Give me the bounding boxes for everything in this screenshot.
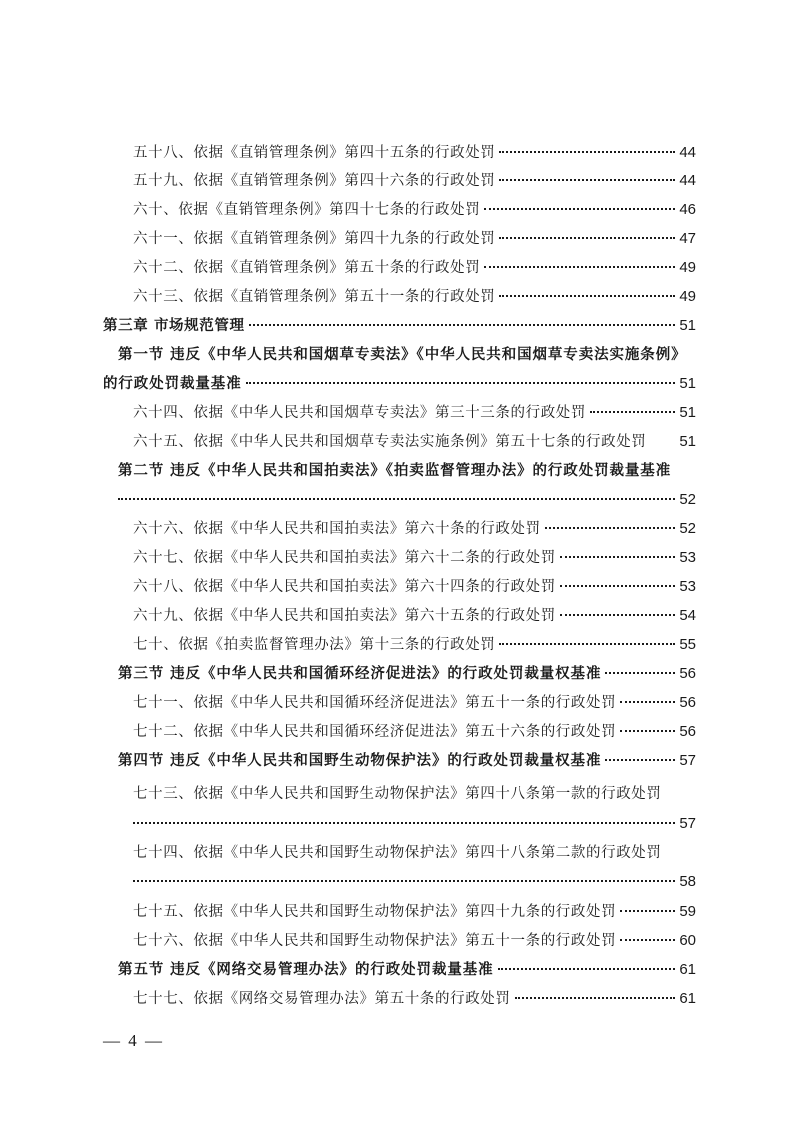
toc-page-number: 59 [679, 903, 696, 920]
toc-page-number: 49 [679, 259, 696, 276]
dot-leader [484, 208, 675, 210]
toc-entry-68[interactable] [133, 577, 696, 597]
toc-entry-label: 六十五、依据《中华人民共和国烟草专卖法实施条例》第五十七条的行政处罚 [133, 434, 647, 450]
toc-entry-label: 六十三、依据《直销管理条例》第五十一条的行政处罚 [133, 289, 496, 305]
toc-entry-74-line2[interactable] [133, 872, 696, 892]
toc-entry-65[interactable] [133, 432, 696, 452]
toc-entry-67[interactable] [133, 548, 696, 568]
dot-leader [620, 730, 675, 732]
toc-page-number: 51 [679, 433, 696, 450]
dot-leader [515, 997, 676, 999]
toc-chapter-label: 第三章 市场规范管理 [103, 318, 245, 334]
toc-entry-72[interactable] [133, 722, 696, 742]
dot-leader [560, 585, 676, 587]
toc-entry-66[interactable] [133, 519, 696, 539]
toc-section-5[interactable] [118, 960, 696, 980]
dot-leader [620, 910, 675, 912]
toc-section-3[interactable] [118, 664, 696, 684]
toc-entry-label: 五十八、依据《直销管理条例》第四十五条的行政处罚 [133, 145, 496, 161]
dot-leader [620, 701, 675, 703]
toc-entry-58[interactable] [133, 143, 696, 163]
dot-leader [499, 151, 675, 153]
dot-leader [605, 672, 675, 674]
dot-leader [605, 759, 675, 761]
toc-page-number: 57 [679, 815, 696, 832]
toc-chapter-3[interactable] [103, 316, 696, 336]
toc-entry-label: 七十二、依据《中华人民共和国循环经济促进法》第五十六条的行政处罚 [133, 724, 617, 740]
dot-leader [133, 880, 675, 882]
toc-entry-64[interactable] [133, 403, 696, 423]
toc-page-number: 46 [679, 201, 696, 218]
toc-page-number: 55 [679, 636, 696, 653]
toc-entry-label: 六十八、依据《中华人民共和国拍卖法》第六十四条的行政处罚 [133, 579, 556, 595]
toc-page-number: 61 [679, 961, 696, 978]
toc-section-label: 第三节 违反《中华人民共和国循环经济促进法》的行政处罚裁量权基准 [118, 665, 602, 682]
toc-page-number: 56 [679, 694, 696, 711]
toc-page-number: 53 [679, 549, 696, 566]
toc-section-2-title-line1[interactable] [118, 461, 696, 481]
toc-page-number: 52 [679, 491, 696, 508]
toc-entry-label: 七十一、依据《中华人民共和国循环经济促进法》第五十一条的行政处罚 [133, 695, 617, 711]
toc-entry-label: 七十三、依据《中华人民共和国野生动物保护法》第四十八条第一款的行政处罚 [133, 786, 662, 802]
toc-entry-63[interactable] [133, 287, 696, 307]
toc-page-number: 56 [679, 723, 696, 740]
toc-page-number: 51 [679, 375, 696, 392]
dot-leader [249, 324, 676, 326]
toc-section-label: 第四节 违反《中华人民共和国野生动物保护法》的行政处罚裁量权基准 [118, 752, 602, 769]
dot-leader [545, 527, 676, 529]
toc-entry-label: 七十四、依据《中华人民共和国野生动物保护法》第四十八条第二款的行政处罚 [133, 845, 662, 861]
toc-entry-label: 七十五、依据《中华人民共和国野生动物保护法》第四十九条的行政处罚 [133, 904, 617, 920]
toc-page-number: 44 [679, 172, 696, 189]
toc-entry-70[interactable] [133, 635, 696, 655]
toc-page-number: 44 [679, 144, 696, 161]
toc-page-number: 51 [679, 317, 696, 334]
toc-page-number: 58 [679, 873, 696, 890]
dot-leader [133, 822, 675, 824]
toc-entry-61[interactable] [133, 229, 696, 249]
dot-leader [499, 643, 675, 645]
toc-page-number: 47 [679, 230, 696, 247]
toc-section-label: 的行政处罚裁量基准 [103, 375, 242, 392]
toc-entry-76[interactable] [133, 931, 696, 951]
toc-entry-77[interactable] [133, 989, 696, 1009]
toc-entry-75[interactable] [133, 902, 696, 922]
toc-entry-label: 七十、依据《拍卖监督管理办法》第十三条的行政处罚 [133, 637, 496, 653]
toc-section-2-title-line2[interactable] [118, 490, 696, 510]
toc-entry-label: 五十九、依据《直销管理条例》第四十六条的行政处罚 [133, 173, 496, 189]
toc-entry-60[interactable] [133, 200, 696, 220]
dot-leader [484, 266, 675, 268]
toc-entry-74-line1[interactable] [133, 843, 696, 863]
toc-section-label: 第二节 违反《中华人民共和国拍卖法》《拍卖监督管理办法》的行政处罚裁量基准 [118, 462, 672, 479]
toc-page-number: 54 [679, 607, 696, 624]
toc-section-4[interactable] [118, 751, 696, 771]
toc-entry-label: 七十六、依据《中华人民共和国野生动物保护法》第五十一条的行政处罚 [133, 933, 617, 949]
toc-entry-59[interactable] [133, 171, 696, 191]
toc-page-number: 53 [679, 578, 696, 595]
toc-entry-label: 六十、依据《直销管理条例》第四十七条的行政处罚 [133, 202, 481, 218]
dot-leader [560, 614, 676, 616]
toc-page-number: 60 [679, 932, 696, 949]
toc-entry-62[interactable] [133, 258, 696, 278]
toc-section-label: 第五节 违反《网络交易管理办法》的行政处罚裁量基准 [118, 961, 494, 978]
toc-entry-73-line2[interactable] [133, 814, 696, 834]
toc-section-1-title-line2[interactable] [103, 374, 696, 394]
toc-section-1-title-line1[interactable] [118, 345, 696, 365]
dot-leader [620, 939, 675, 941]
dot-leader [560, 556, 676, 558]
toc-entry-label: 六十四、依据《中华人民共和国烟草专卖法》第三十三条的行政处罚 [133, 405, 586, 421]
toc-entry-label: 六十六、依据《中华人民共和国拍卖法》第六十条的行政处罚 [133, 521, 541, 537]
dot-leader [499, 295, 675, 297]
dot-leader [590, 411, 675, 413]
toc-entry-label: 六十二、依据《直销管理条例》第五十条的行政处罚 [133, 260, 481, 276]
toc-entry-73-line1[interactable] [133, 784, 696, 804]
dot-leader [246, 382, 676, 384]
toc-page-number: 57 [679, 752, 696, 769]
dot-leader [498, 968, 676, 970]
toc-page-number: 61 [679, 990, 696, 1007]
toc-entry-label: 六十一、依据《直销管理条例》第四十九条的行政处罚 [133, 231, 496, 247]
toc-entry-label: 六十九、依据《中华人民共和国拍卖法》第六十五条的行政处罚 [133, 608, 556, 624]
dot-leader [118, 498, 675, 500]
toc-entry-71[interactable] [133, 693, 696, 713]
toc-page-number: 56 [679, 665, 696, 682]
toc-page-number: 49 [679, 288, 696, 305]
page-number-footer: — 4 — [103, 1031, 164, 1050]
toc-entry-label: 六十七、依据《中华人民共和国拍卖法》第六十二条的行政处罚 [133, 550, 556, 566]
dot-leader [499, 237, 675, 239]
toc-page-number: 51 [679, 404, 696, 421]
toc-page-number: 52 [679, 520, 696, 537]
dot-leader [499, 179, 675, 181]
toc-section-label: 第一节 违反《中华人民共和国烟草专卖法》《中华人民共和国烟草专卖法实施条例》 [118, 346, 687, 363]
toc-entry-label: 七十七、依据《网络交易管理办法》第五十条的行政处罚 [133, 991, 511, 1007]
toc-entry-69[interactable] [133, 606, 696, 626]
